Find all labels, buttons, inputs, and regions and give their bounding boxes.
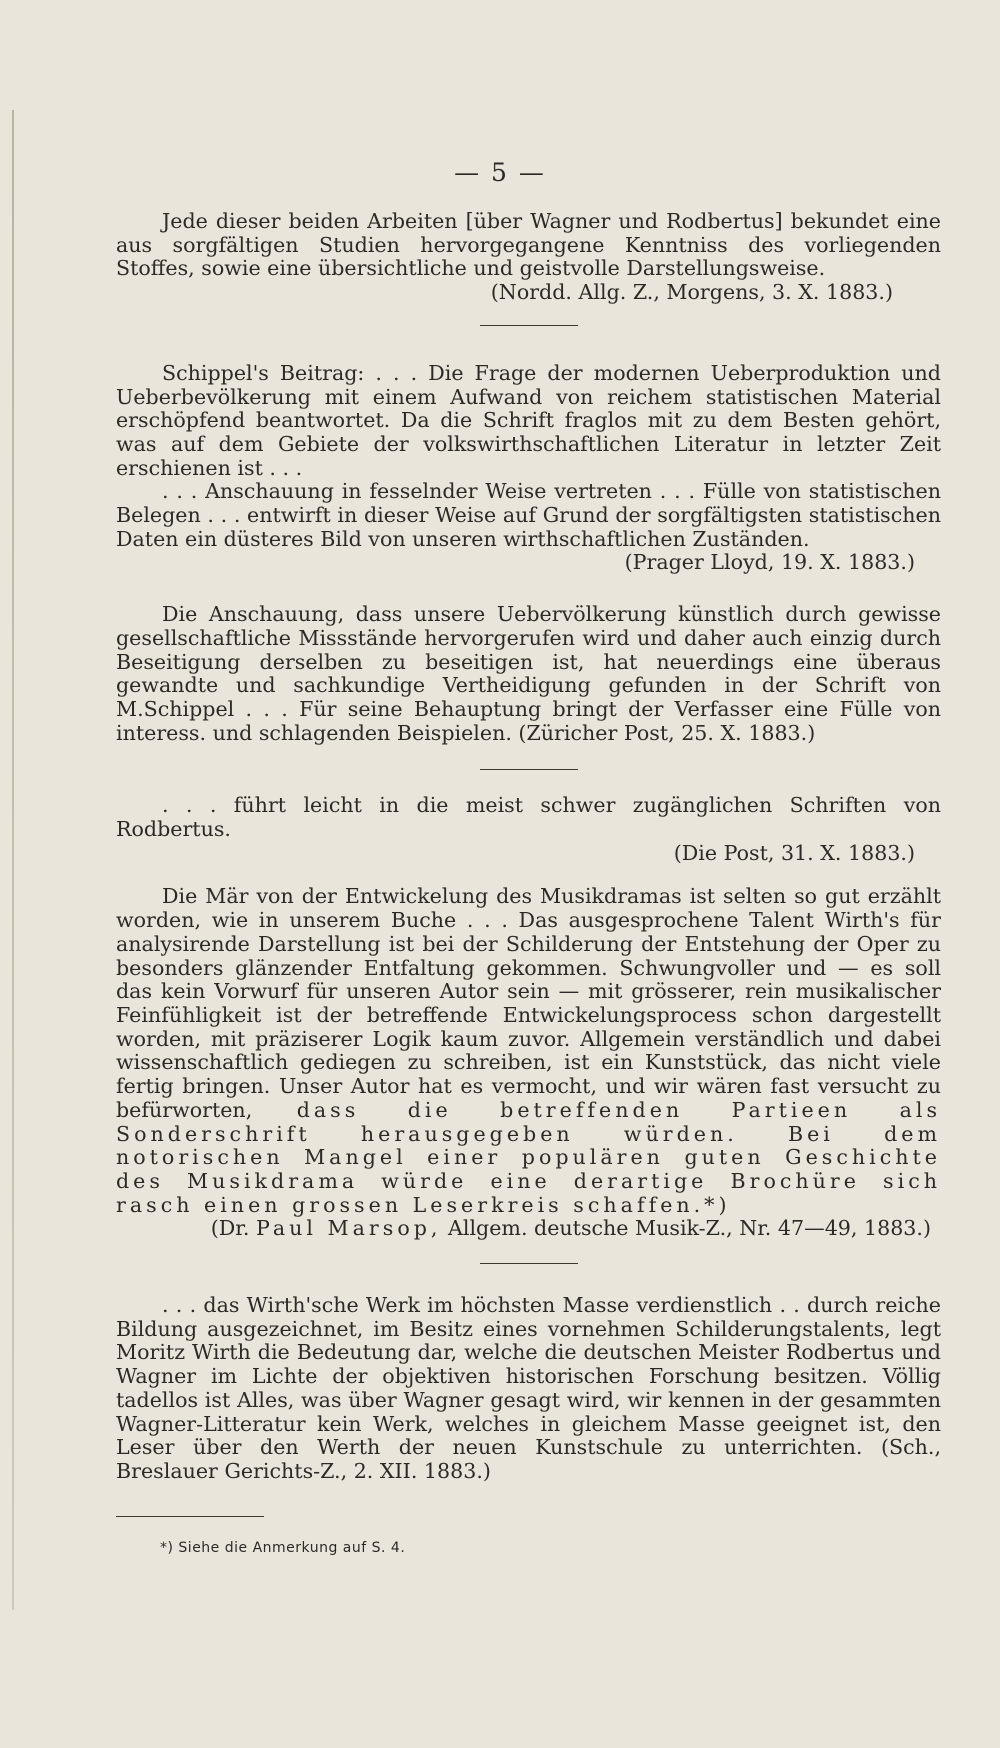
footnote: *) Siehe die Anmerkung auf S. 4. (160, 1540, 406, 1556)
page-number: — 5 — (454, 158, 546, 187)
review-source (116, 1217, 941, 1241)
page-content (116, 210, 941, 1484)
source-prefix: (Dr. (210, 1216, 250, 1241)
section-separator (480, 1263, 578, 1264)
review-text: Die Mär von der Entwickelung des Musikdramas ist selten so gut erzählt worden, wie in unserem Buche . . . Das ausgesprochene Talent Wirth's für analysirende Darstellung ist bei der Schilderung der Entstehung der Oper zu besonders glänzender Entfaltung gekommen. Schwungvoller und — es soll das kein Vorwurf für unseren Autor sein — mit grösserer, rein musikalischer Feinfühligkeit ist der betreffende Entwickelungsprocess schon dargestellt worden, mit präziserer Logik kaum zuvor. Allgemein verständlich und dabei wissenschaftlich gediegen zu schreiben, ist ein Kunststück, das nicht viele fertig bringen. Unser Autor hat es vermocht, und wir wären fast versucht zu befürworten, (116, 884, 941, 1122)
review-paragraph: . . . das Wirth'sche Werk im höchsten Masse verdienstlich . . durch reiche Bildung ausgezeichnet, im Besitz eines vornehmen Schilderungstalents, legt Moritz Wirth die Bedeutung dar, welche die deutschen Meister Rodbertus und Wagner im Lichte der objektiven historischen Forschung besitzen. Völlig tadellos ist Alles, was über Wagner gesagt wird, wir kennen in der gesammten Wagner-Litteratur kein Werk, welches in gleichem Masse geeignet ist, den Leser über den Werth der neuen Kunstschule zu unterrichten. (Sch., Breslauer Gerichts-Z., 2. XII. 1883.) (116, 1293, 941, 1483)
review-paragraph: Schippel's Beitrag: . . . Die Frage der modernen Ueberproduktion und Ueberbevölkerung mit einem Aufwand von reichem statistischen Material erschöpfend beantwortet. Da die Schrift fraglos mit zu dem Besten gehört, was auf dem Gebiete der volkswirthschaftlichen Literatur in letzter Zeit erschienen ist . . . (116, 360, 941, 480)
section-separator (480, 325, 578, 326)
review-source: (Prager Lloyd, 19. X. 1883.) (624, 550, 915, 575)
review-source: (Nordd. Allg. Z., Morgens, 3. X. 1883.) (490, 280, 893, 305)
review-paragraph (116, 885, 941, 1217)
footnote-rule (116, 1516, 264, 1517)
review-emphasis: dass die betreffenden Partieen als Sonderschrift herausgegeben würden. Bei dem notorischen Mangel einer populären guten Geschichte des Musikdrama würde eine derartige Brochüre sich rasch einen grossen Leserkreis schaffen.*) (116, 1097, 942, 1217)
review-paragraph: . . . Anschauung in fesselnder Weise vertreten . . . Fülle von statistischen Belegen . . . entwirft in dieser Weise auf Grund der sorgfältigsten statistischen Daten ein düsteres Bild von unseren wirthschaftlichen Zuständen. (116, 479, 941, 551)
source-author: Paul Marsop, (255, 1216, 442, 1241)
review-source: (Die Post, 31. X. 1883.) (673, 840, 915, 865)
page-fold-shadow (12, 110, 14, 1610)
review-paragraph: Jede dieser beiden Arbeiten [über Wagner und Rodbertus] bekundet eine aus sorgfältigen Studien hervorgegangene Kenntniss des vorliegenden Stoffes, sowie eine übersichtliche und geistvolle Darstellungsweise. (116, 209, 941, 281)
source-publication: Allgem. deutsche Musik-Z., Nr. 47—49, 1883.) (448, 1216, 931, 1241)
review-paragraph: . . . führt leicht in die meist schwer zugänglichen Schriften von Rodbertus. (116, 793, 941, 842)
review-paragraph: Die Anschauung, dass unsere Uebervölkerung künstlich durch gewisse gesellschaftliche Missstände hervorgerufen wird und daher auch einzig durch Beseitigung derselben zu beseitigen ist, hat neuerdings eine überaus gewandte und sachkundige Vertheidigung gefunden in der Schrift von M.Schippel . . . Für seine Behauptung bringt der Verfasser eine Fülle von interess. und schlagenden Beispielen. (Züricher Post, 25. X. 1883.) (116, 602, 941, 745)
section-separator (480, 769, 578, 770)
